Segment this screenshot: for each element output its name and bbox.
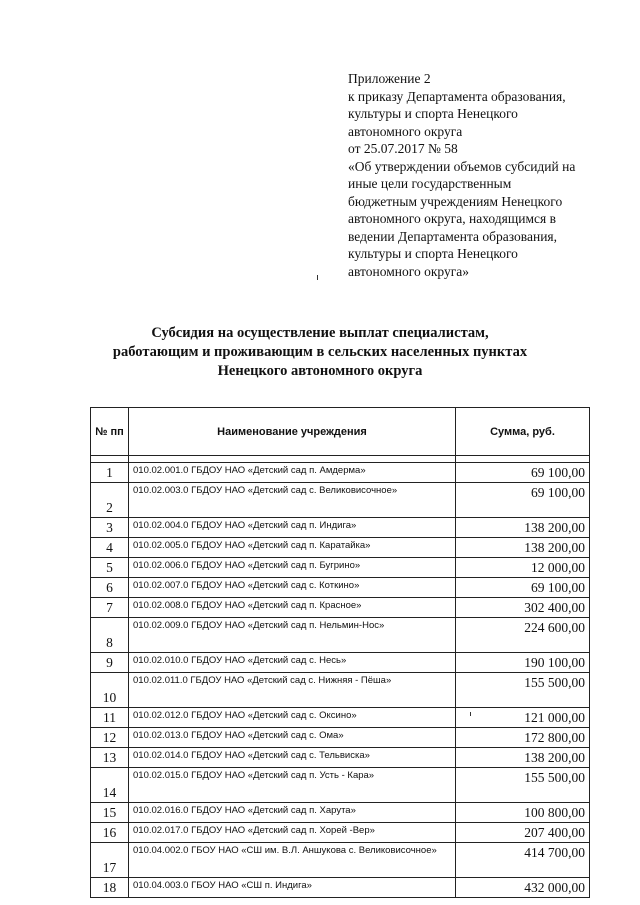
table-row [91,538,590,558]
table-row [91,653,590,673]
row-institution: 010.04.003.0 ГБОУ НАО «СШ п. Индига» [129,878,456,898]
table-row [91,728,590,748]
row-sum: 69 100,00 [456,463,590,483]
appendix-line: автономного округа [348,123,463,139]
row-number: 14 [91,768,129,803]
row-sum: 138 200,00 [456,518,590,538]
row-institution: 010.04.002.0 ГБОУ НАО «СШ им. В.Л. Аншукова с. Великовисочное» [129,843,456,878]
row-sum: 432 000,00 [456,878,590,898]
title-line: Ненецкого автономного округа [217,363,423,379]
row-sum: 414 700,00 [456,843,590,878]
row-sum: 121 000,00 [456,708,590,728]
row-institution: 010.02.007.0 ГБДОУ НАО «Детский сад с. Коткино» [129,578,456,598]
row-institution: 010.02.001.0 ГБДОУ НАО «Детский сад п. Амдерма» [129,463,456,483]
row-sum: 69 100,00 [456,578,590,598]
row-number: 10 [91,673,129,708]
row-institution: 010.02.005.0 ГБДОУ НАО «Детский сад п. Каратайка» [129,538,456,558]
appendix-line: от 25.07.2017 № 58 [348,141,458,156]
appendix-line: ведении Департамента образования, [348,228,558,244]
row-number: 5 [91,558,129,578]
row-institution: 010.02.011.0 ГБДОУ НАО «Детский сад с. Нижняя - Пёша» [129,673,456,708]
row-sum: 69 100,00 [456,483,590,518]
scan-mark [470,712,471,716]
row-institution: 010.02.015.0 ГБДОУ НАО «Детский сад п. Усть - Кара» [129,768,456,803]
table-row [91,878,590,898]
row-number: 15 [91,803,129,823]
row-number: 3 [91,518,129,538]
appendix-line: культуры и спорта Ненецкого [348,106,518,121]
row-institution: 010.02.008.0 ГБДОУ НАО «Детский сад п. Красное» [129,598,456,618]
table-row [91,618,590,653]
row-number: 18 [91,878,129,898]
row-number: 11 [91,708,129,728]
header-number: № пп [91,408,129,456]
row-number: 7 [91,598,129,618]
row-sum: 172 800,00 [456,728,590,748]
row-number: 12 [91,728,129,748]
table-row [91,708,590,728]
row-sum: 207 400,00 [456,823,590,843]
header-institution: Наименование учреждения [129,408,456,456]
row-number: 6 [91,578,129,598]
subsidy-table [90,407,590,898]
appendix-line: культуры и спорта Ненецкого [348,246,518,261]
table-spacer-row [91,456,590,463]
title-line: Субсидия на осуществление выплат специалистам, [151,325,489,341]
row-number: 4 [91,538,129,558]
row-sum: 12 000,00 [456,558,590,578]
row-sum: 190 100,00 [456,653,590,673]
table-row [91,463,590,483]
row-number: 17 [91,843,129,878]
appendix-line: бюджетным учреждениям Ненецкого [348,193,563,209]
row-institution: 010.02.017.0 ГБДОУ НАО «Детский сад п. Хорей -Вер» [129,823,456,843]
appendix-line: к приказу Департамента образования, [348,88,566,104]
table-row [91,483,590,518]
appendix-block [348,70,618,280]
appendix-line: иные цели государственным [348,176,512,191]
row-number: 2 [91,483,129,518]
row-number: 16 [91,823,129,843]
row-sum: 138 200,00 [456,538,590,558]
row-institution: 010.02.003.0 ГБДОУ НАО «Детский сад с. Великовисочное» [129,483,456,518]
table-row [91,768,590,803]
table-row [91,803,590,823]
row-sum: 100 800,00 [456,803,590,823]
appendix-line: автономного округа, находящимся в [348,211,556,226]
row-institution: 010.02.013.0 ГБДОУ НАО «Детский сад с. Ома» [129,728,456,748]
appendix-line: автономного округа» [348,263,469,279]
row-institution: 010.02.014.0 ГБДОУ НАО «Детский сад с. Тельвиска» [129,748,456,768]
row-number: 8 [91,618,129,653]
appendix-line: «Об утверждении объемов субсидий на [348,158,576,174]
table-row [91,518,590,538]
row-number: 9 [91,653,129,673]
document-title [60,324,580,381]
header-sum: Сумма, руб. [456,408,590,456]
row-institution: 010.02.016.0 ГБДОУ НАО «Детский сад п. Харута» [129,803,456,823]
title-line: работающим и проживающим в сельских населенных пунктах [112,344,528,360]
row-institution: 010.02.006.0 ГБДОУ НАО «Детский сад п. Бугрино» [129,558,456,578]
table-row [91,748,590,768]
table-row [91,843,590,878]
row-number: 1 [91,463,129,483]
row-number: 13 [91,748,129,768]
table-row [91,673,590,708]
row-sum: 155 500,00 [456,768,590,803]
table-row [91,558,590,578]
table-row [91,598,590,618]
row-sum: 224 600,00 [456,618,590,653]
row-institution: 010.02.009.0 ГБДОУ НАО «Детский сад п. Нельмин-Нос» [129,618,456,653]
row-sum: 138 200,00 [456,748,590,768]
scan-mark [317,275,318,280]
table-row [91,578,590,598]
row-institution: 010.02.004.0 ГБДОУ НАО «Детский сад п. Индига» [129,518,456,538]
table-row [91,823,590,843]
table-header-row [91,408,590,456]
row-institution: 010.02.012.0 ГБДОУ НАО «Детский сад с. Оксино» [129,708,456,728]
row-sum: 155 500,00 [456,673,590,708]
appendix-line: Приложение 2 [348,71,431,86]
row-sum: 302 400,00 [456,598,590,618]
row-institution: 010.02.010.0 ГБДОУ НАО «Детский сад с. Несь» [129,653,456,673]
